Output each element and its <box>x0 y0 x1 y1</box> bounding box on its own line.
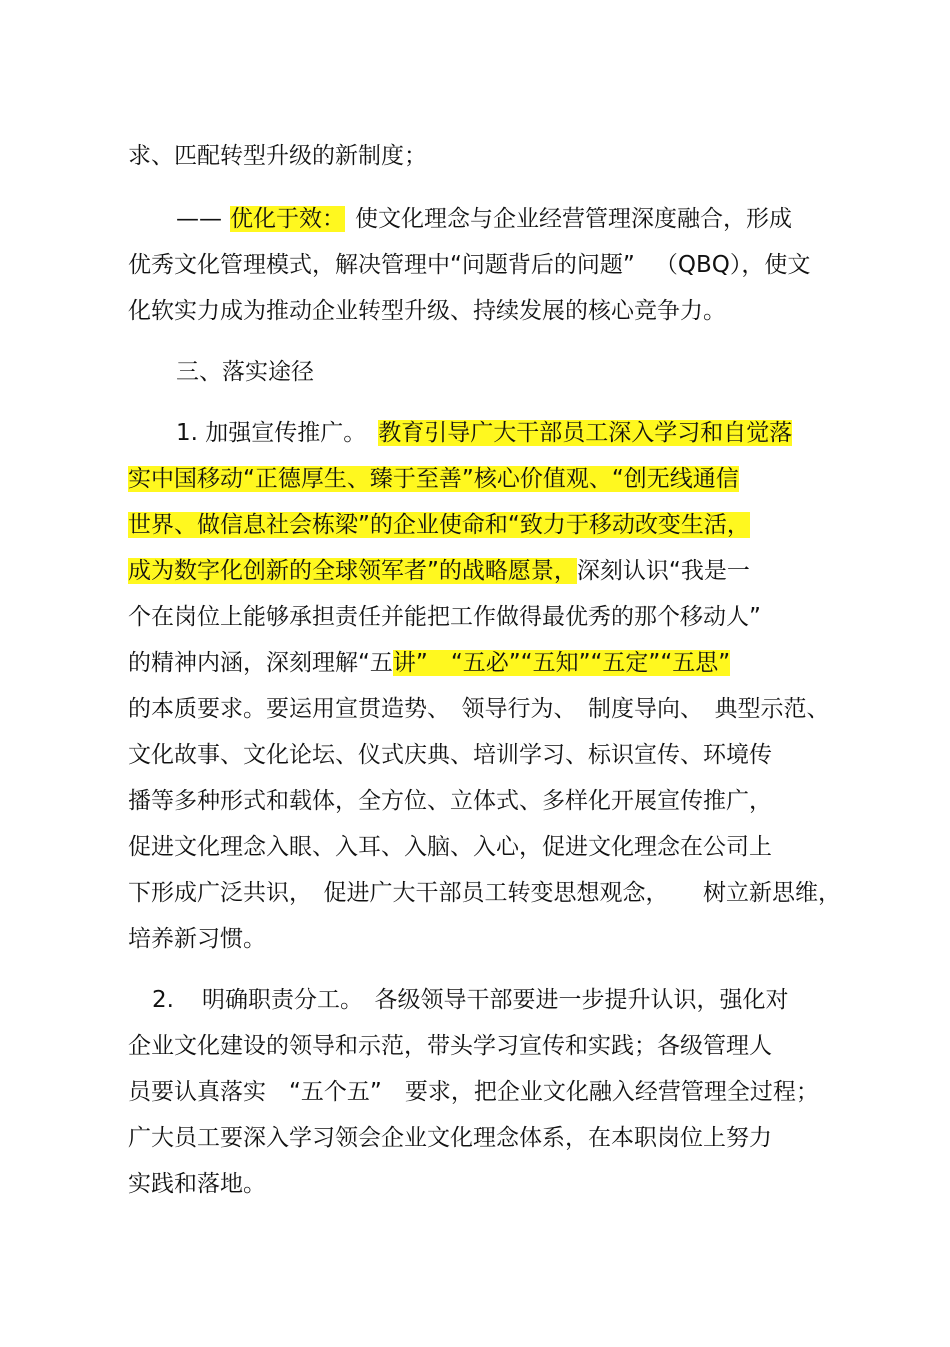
line-text: 培养新习惯。 <box>128 926 266 952</box>
line-text: 求、匹配转型升级的新制度； <box>128 143 427 169</box>
text-line <box>128 594 761 640</box>
item-number: 2. <box>152 987 174 1013</box>
text-line <box>128 133 427 179</box>
line-text: 促进文化理念入眼、入耳、入脑、入心，促进文化理念在公司上 <box>128 834 772 860</box>
line-text: 优秀文化管理模式，解决管理中“问题背后的问题” <box>128 252 635 278</box>
line-text: 深刻认识“我是一 <box>576 558 750 584</box>
line-text: 的精神内涵，深刻理解“五 <box>128 650 393 676</box>
line-text: （QBQ），使文 <box>654 252 811 278</box>
text-line <box>128 916 266 962</box>
heading-text: 三、落实途径 <box>176 359 314 385</box>
text-line <box>128 1023 772 1069</box>
line-text: 的本质要求。要运用宣贯造势、 领导行为、 制度导向、 典型示范、 <box>128 696 830 722</box>
text-line <box>128 1161 266 1207</box>
text-line <box>128 502 750 548</box>
text-line <box>128 548 750 594</box>
text-line <box>128 686 830 732</box>
section-heading <box>176 349 314 395</box>
item-number: 1. 加强宣传推广。 <box>176 420 367 446</box>
text-line <box>128 640 730 686</box>
text-line <box>152 977 788 1023</box>
text-line <box>128 242 810 288</box>
text-line <box>176 410 792 456</box>
line-text: 个在岗位上能够承担责任并能把工作做得最优秀的那个移动人” <box>128 604 761 630</box>
highlighted-text: 讲” “五必”“五知”“五定”“五思” <box>392 650 731 676</box>
text-line <box>128 288 726 334</box>
text-line <box>128 870 841 916</box>
text-line <box>128 778 772 824</box>
text-line <box>128 824 772 870</box>
line-text: 员要认真落实 “五个五” 要求，把企业文化融入经营管理全过程； <box>128 1079 819 1105</box>
highlighted-text: 教育引导广大干部员工深入学习和自觉落 <box>378 420 793 446</box>
dash: —— <box>176 206 222 232</box>
highlighted-text: 实中国移动“正德厚生、臻于至善”核心价值观、“创无线通信 <box>128 466 739 492</box>
line-text: 明确职责分工。 各级领导干部要进一步提升认识，强化对 <box>201 987 789 1013</box>
text-line <box>128 732 772 778</box>
highlighted-text: 世界、做信息社会栋梁”的企业使命和“致力于移动改变生活， <box>128 512 750 538</box>
line-text: 播等多种形式和载体，全方位、立体式、多样化开展宣传推广， <box>128 788 772 814</box>
line-text: 文化故事、文化论坛、仪式庆典、培训学习、标识宣传、环境传 <box>128 742 772 768</box>
line-text: 化软实力成为推动企业转型升级、持续发展的核心竞争力。 <box>128 298 726 324</box>
highlighted-term: 优化于效： <box>230 206 345 232</box>
text-line <box>176 196 792 242</box>
line-text: 实践和落地。 <box>128 1171 266 1197</box>
text-line <box>128 456 739 502</box>
line-text: 下形成广泛共识， 促进广大干部员工转变思想观念， 树立新思维， <box>128 880 841 906</box>
highlighted-text: 成为数字化创新的全球领军者”的战略愿景， <box>128 558 577 584</box>
line-text: 使文化理念与企业经营管理深度融合，形成 <box>355 206 792 232</box>
line-text: 广大员工要深入学习领会企业文化理念体系，在本职岗位上努力 <box>128 1125 772 1151</box>
text-line <box>128 1115 772 1161</box>
text-line <box>128 1069 819 1115</box>
line-text: 企业文化建设的领导和示范，带头学习宣传和实践；各级管理人 <box>128 1033 772 1059</box>
